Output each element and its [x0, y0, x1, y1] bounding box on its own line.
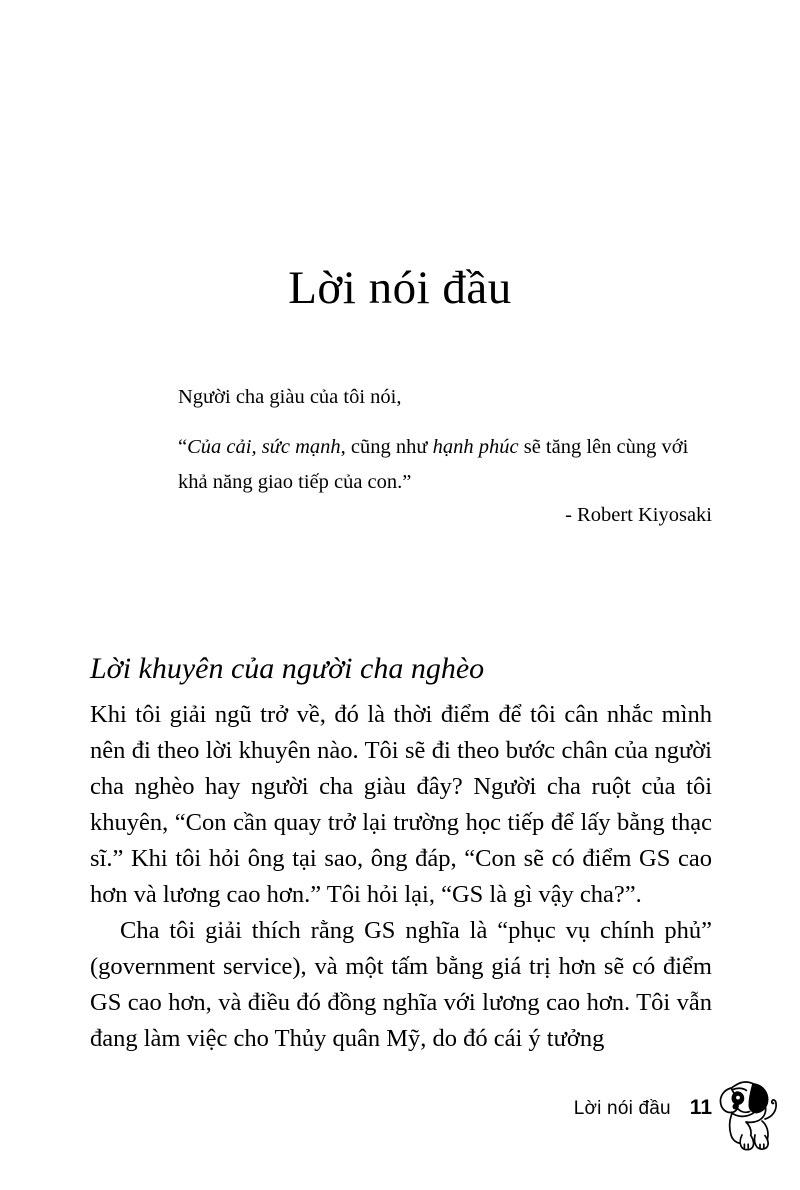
epigraph-attribution: - Robert Kiyosaki [565, 504, 712, 526]
quote-emphasis-one: Của cải, sức mạnh [187, 436, 341, 458]
page-title: Lời nói đầu [288, 262, 512, 315]
footer-content [574, 1096, 712, 1120]
epigraph-block [178, 380, 712, 500]
quote-open-mark: “ [178, 436, 188, 458]
page-number: 11 [689, 1096, 712, 1119]
quote-middle-text: , cũng như [340, 436, 433, 458]
body-paragraph: Cha tôi giải thích rằng GS nghĩa là “phục vụ chính phủ” (government service), và một tấm bằng giá trị hơn sẽ có điểm GS cao hơn, và điều đó đồng nghĩa với lương cao hơn. Tôi vẫn đang làm việc cho Thủy quân Mỹ, do đó cái ý tưởng [90, 917, 712, 1052]
epigraph-lead-in: Người cha giàu của tôi nói, [178, 386, 402, 408]
section-heading: Lời khuyên của người cha nghèo [90, 651, 485, 685]
quote-emphasis-two: hạnh phúc [432, 436, 519, 458]
epigraph-quote [178, 430, 712, 500]
footer-running-head: Lời nói đầu [573, 1098, 671, 1119]
body-paragraph: Khi tôi giải ngũ trở về, đó là thời điểm để tôi cân nhắc mình nên đi theo lời khuyên nào. Tôi sẽ đi theo bước chân của người cha nghèo hay người cha giàu đây? Người cha ruột của tôi khuyên, “Con cần quay trở lại trường học tiếp để lấy bằng thạc sĩ.” Khi tôi hỏi ông tại sao, ông đáp, “Con sẽ có điểm GS cao hơn và lương cao hơn.” Tôi hỏi lại, “GS là gì vậy cha?”. [90, 701, 712, 908]
puppy-dog-icon [712, 1073, 788, 1153]
body-text [90, 697, 712, 1057]
page-footer [0, 1096, 800, 1136]
quote-remainder-text: sẽ tăng lên cùng với khả năng giao tiếp của con.” [178, 436, 689, 493]
